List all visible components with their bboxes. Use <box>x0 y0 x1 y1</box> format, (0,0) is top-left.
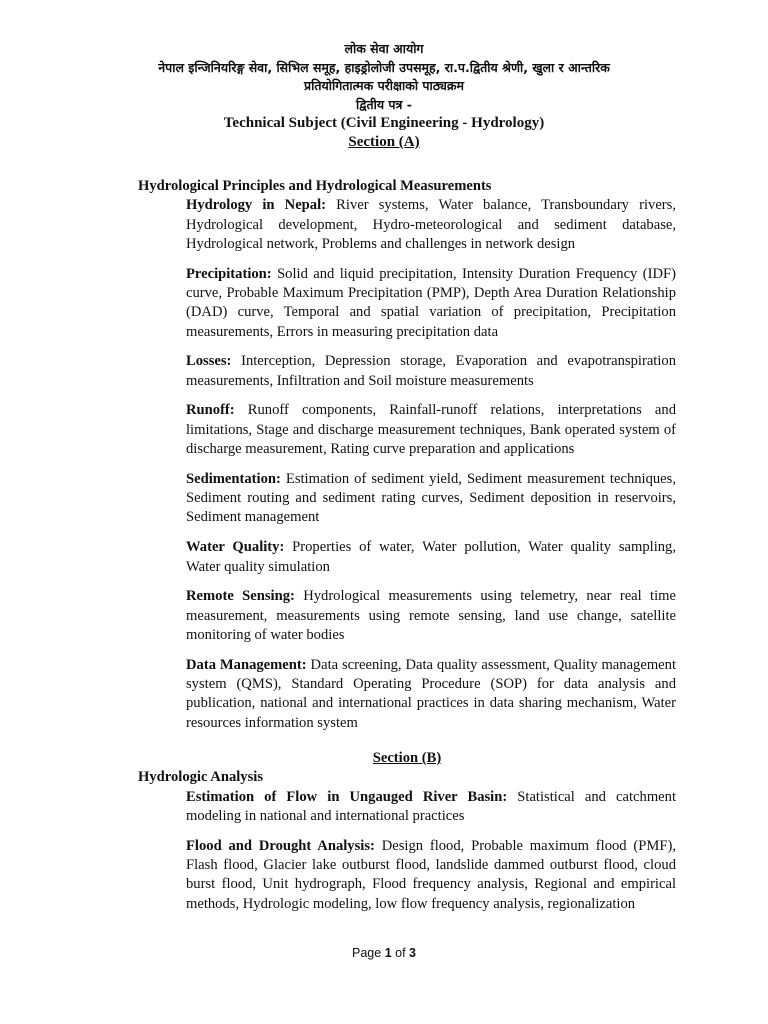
page-total: 3 <box>409 946 416 960</box>
topic-flood-drought <box>186 837 676 914</box>
document-body <box>138 177 676 924</box>
section-a-heading: Hydrological Principles and Hydrological Measurements <box>138 178 492 194</box>
topic-title: Losses: <box>186 353 232 370</box>
document-header <box>0 40 768 152</box>
topic-ungauged-flow <box>186 788 676 827</box>
topic-runoff <box>186 401 676 459</box>
topic-title: Runoff: <box>186 402 235 419</box>
topic-text: Design flood, Probable maximum flood (PMF), Flash flood, Glacier lake outburst flood, landslide dammed outburst flood, cloud burst flood, Unit hydrograph, Flood frequency analysis, Regional and empirical methods, Hydrologic modeling, low flow frequency analysis, regionalization <box>186 837 676 912</box>
section-b-heading: Hydrologic Analysis <box>138 769 264 786</box>
subject-title: Technical Subject (Civil Engineering - Hydrology) <box>223 115 545 131</box>
topic-text: Solid and liquid precipitation, Intensity Duration Frequency (IDF) curve, Probable Maximum Precipitation (PMP), Depth Area Duration Relationship (DAD) curve, Temporal and spatial variation of precipitation, Precipitation measurements, Errors in measuring precipitation data <box>186 265 676 340</box>
paper-label: द्वितीय पत्र - <box>356 96 412 112</box>
topic-text: Statistical and catchment modeling in national and international practices <box>186 788 676 824</box>
section-b-label: Section (B) <box>372 749 442 766</box>
topic-title: Precipitation: <box>186 265 272 282</box>
of-word: of <box>395 946 406 960</box>
topic-precipitation <box>186 265 676 342</box>
topic-text: Hydrological measurements using telemetry, near real time measurement, measurements using remote sensing, land use change, satellite monitoring of water bodies <box>186 588 676 643</box>
topic-data-management <box>186 656 676 733</box>
section-a-label: Section (A) <box>348 134 420 150</box>
topic-title: Flood and Drought Analysis: <box>186 837 375 854</box>
topic-title: Data Management: <box>186 656 307 673</box>
page-number: 1 <box>384 946 392 960</box>
page-word: Page <box>352 946 382 960</box>
topic-losses <box>186 352 676 391</box>
topic-text: Data screening, Data quality assessment, Quality management system (QMS), Standard Operating Procedure (SOP) for data analysis and publication, national and international practices in data sharing mechanism, Water resources information system <box>186 656 676 731</box>
topic-title: Sedimentation: <box>186 470 281 487</box>
org-name: लोक सेवा आयोग <box>344 41 424 56</box>
topic-text: Estimation of sediment yield, Sediment measurement techniques, Sediment routing and sediment rating curves, Sediment deposition in reservoirs, Sediment management <box>186 470 676 526</box>
topic-title: Estimation of Flow in Ungauged River Basin: <box>186 788 508 805</box>
exam-line: प्रतियोगितात्मक परीक्षाको पाठ्यक्रम <box>304 78 464 93</box>
topic-text: River systems, Water balance, Transboundary rivers, Hydrological development, Hydro-meteorological and sediment database, Hydrological network, Problems and challenges in network design <box>186 197 676 252</box>
topic-remote-sensing <box>186 587 676 645</box>
service-line: नेपाल इन्जिनियरिङ्ग सेवा, सिभिल समूह, हाइड्रोलोजी उपसमूह, रा.प.द्वितीय श्रेणी, खुला र आन्तरिक <box>158 59 610 75</box>
topic-title: Water Quality: <box>186 539 285 556</box>
topic-text: Interception, Depression storage, Evaporation and evapotranspiration measurements, Infiltration and Soil moisture measurements <box>186 353 676 389</box>
topic-water-quality <box>186 538 676 577</box>
topic-text: Properties of water, Water pollution, Water quality sampling, Water quality simulation <box>186 539 676 575</box>
topic-title: Hydrology in Nepal: <box>186 197 327 214</box>
topic-hydrology-in-nepal <box>186 196 676 254</box>
page-footer <box>0 946 768 960</box>
topic-title: Remote Sensing: <box>186 588 295 605</box>
topic-sedimentation <box>186 470 676 528</box>
topic-text: Runoff components, Rainfall-runoff relations, interpretations and limitations, Stage and discharge measurement techniques, Bank operated system of discharge measurement, Rating curve preparation and applications <box>186 402 676 458</box>
